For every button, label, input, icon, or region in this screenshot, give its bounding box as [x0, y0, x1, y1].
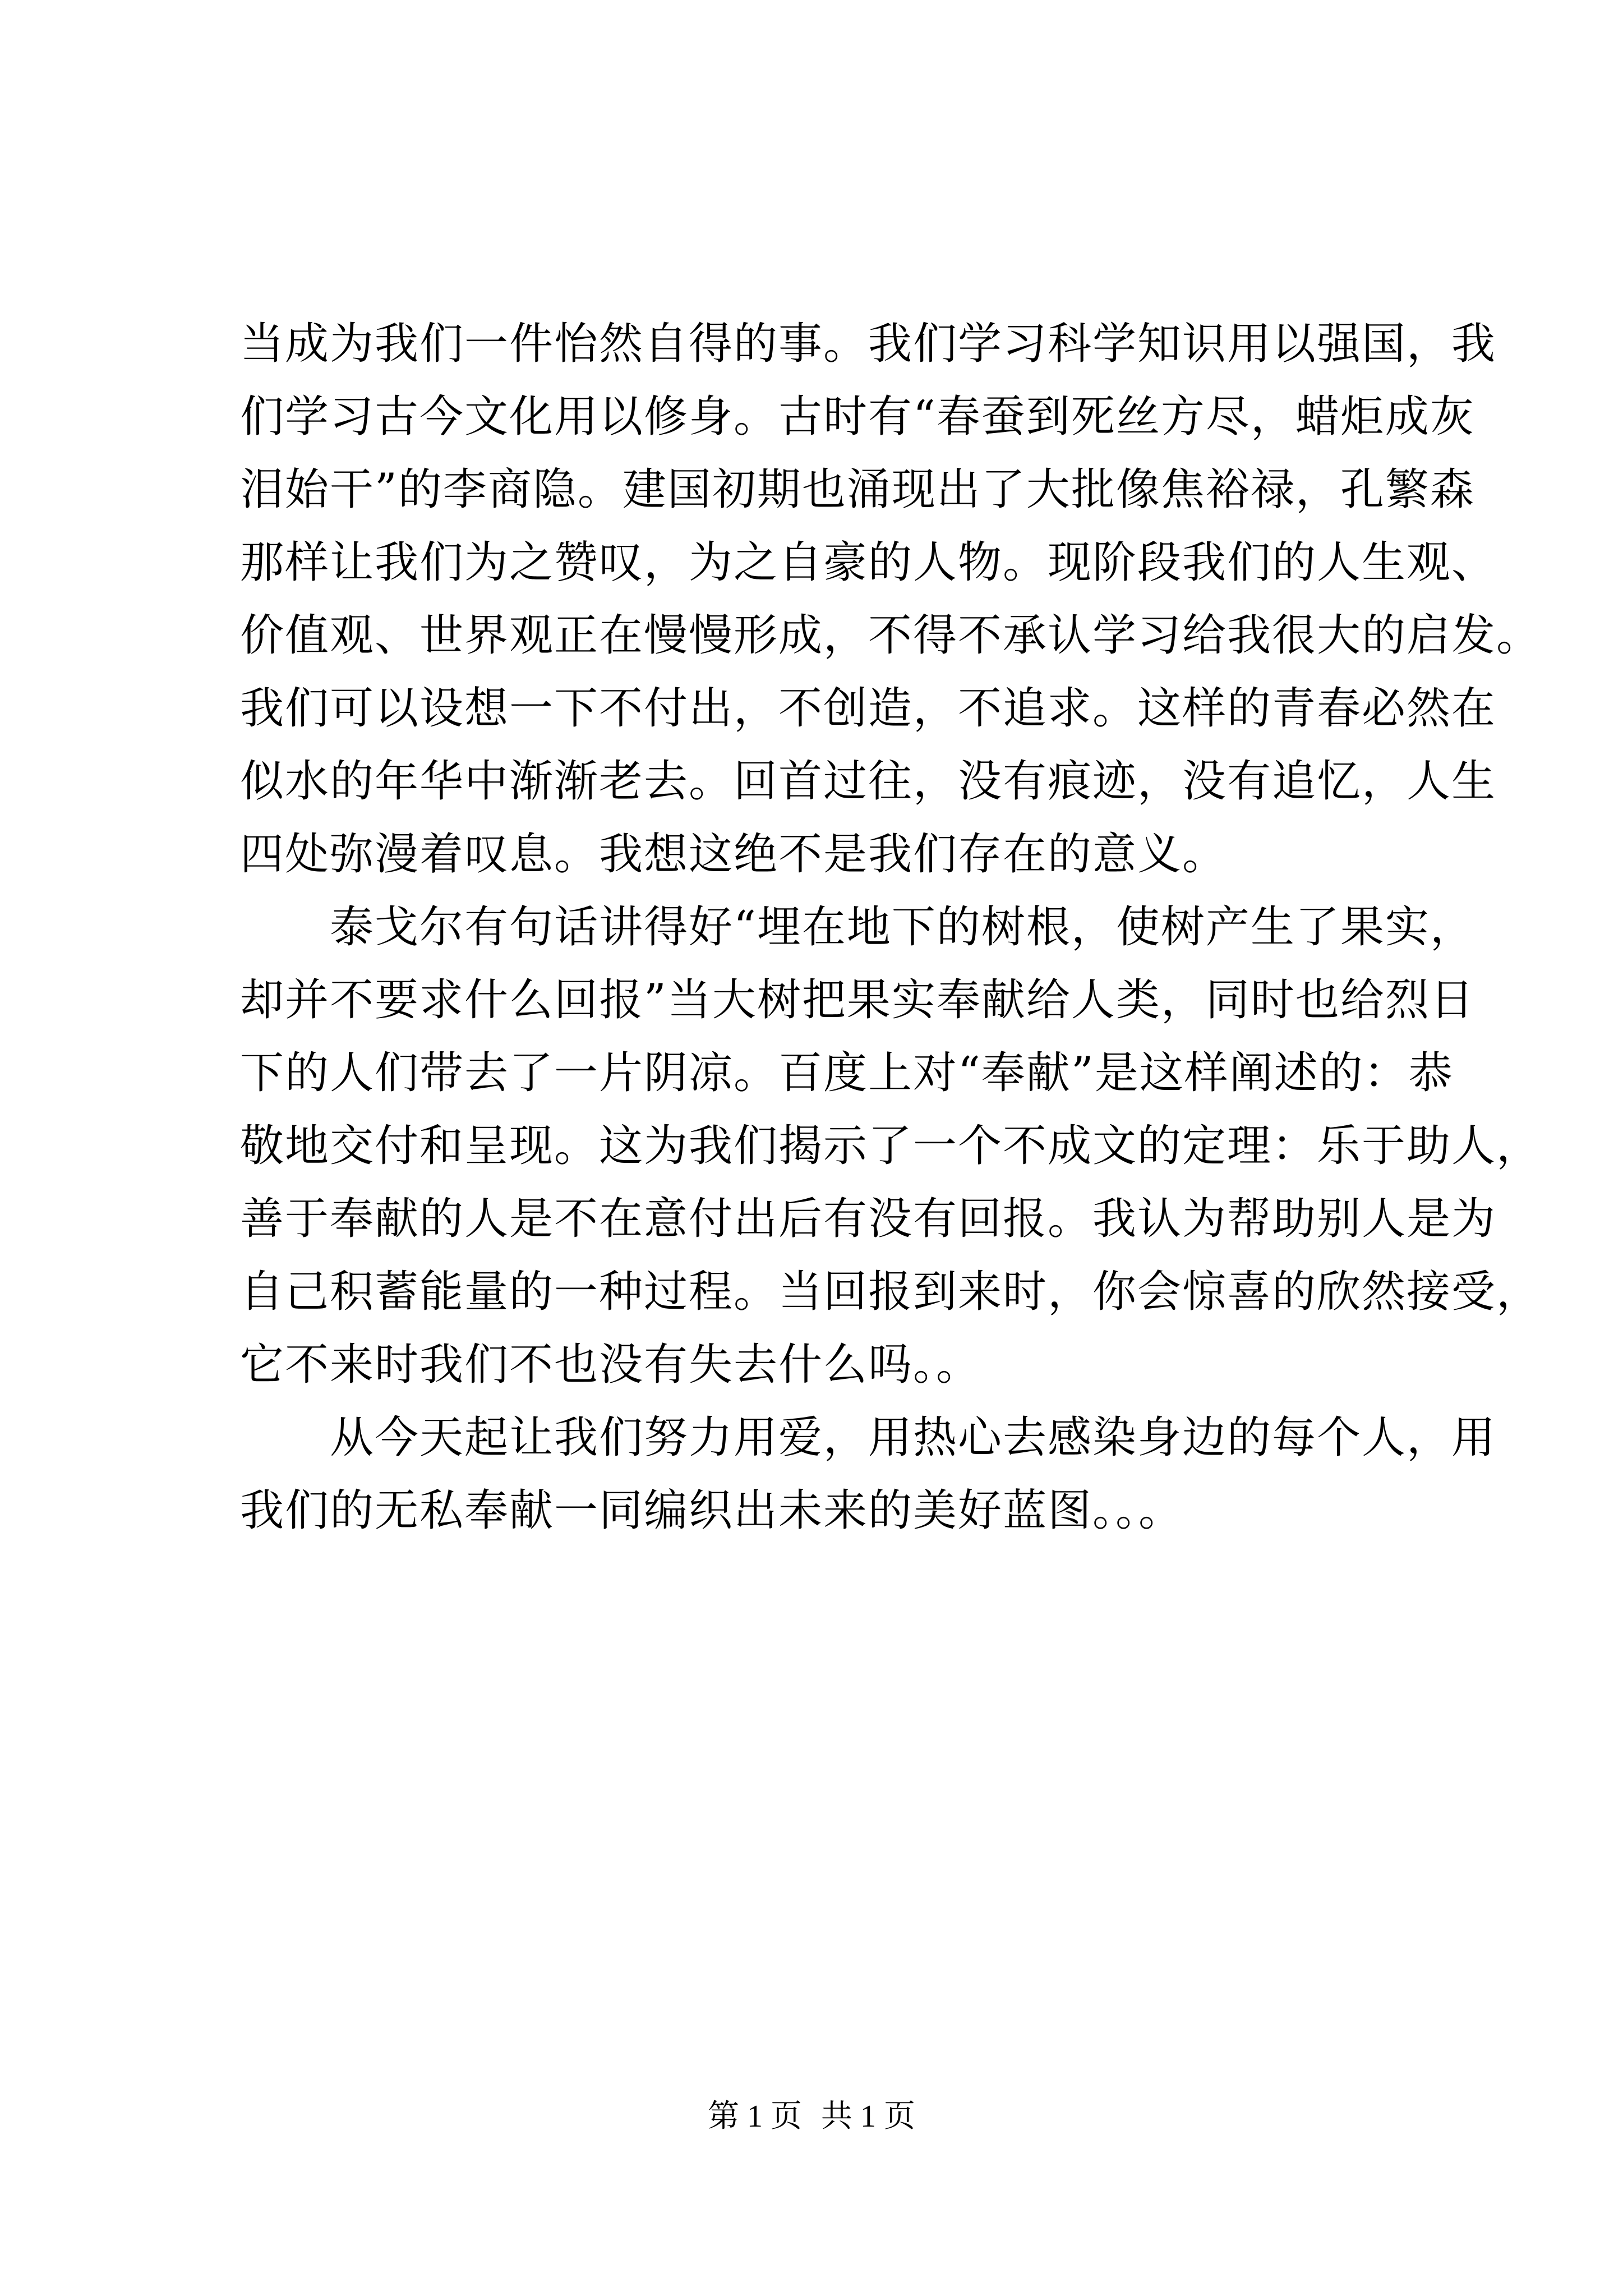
- text-line: 们学习古今文化用以修身。古时有“春蚕到死丝方尽，蜡炬成灰: [240, 392, 1475, 442]
- page-total: 共 1 页: [821, 2099, 915, 2134]
- text-line: 泰戈尔有句话讲得好“埋在地下的树根，使树产生了果实，: [330, 902, 1475, 953]
- text-line: 却并不要求什么回报”当大树把果实奉献给人类，同时也给烈日: [240, 975, 1475, 1025]
- text-line: 当成为我们一件怡然自得的事。我们学习科学知识用以强国，我: [240, 319, 1497, 369]
- text-line: 善于奉献的人是不在意付出后有没有回报。我认为帮助别人是为: [240, 1194, 1497, 1244]
- text-line: 那样让我们为之赞叹，为之自豪的人物。现阶段我们的人生观、: [240, 537, 1497, 588]
- page-footer: [0, 2097, 1623, 2136]
- text-line: 价值观、世界观正在慢慢形成，不得不承认学习给我很大的启发。: [240, 610, 1542, 661]
- paragraph-3: [240, 1401, 1497, 1547]
- text-line: 下的人们带去了一片阴凉。百度上对“奉献”是这样阐述的：恭: [240, 1048, 1454, 1098]
- text-line: 泪始干”的李商隐。建国初期也涌现出了大批像焦裕禄，孔繁森: [240, 464, 1475, 515]
- text-line: 我们可以设想一下不付出，不创造，不追求。这样的青春必然在: [240, 683, 1497, 734]
- text-line: 它不来时我们不也没有失去什么吗。。: [240, 1340, 981, 1390]
- text-line: 自己积蓄能量的一种过程。当回报到来时，你会惊喜的欣然接受，: [240, 1267, 1542, 1317]
- text-line: 从今天起让我们努力用爱，用热心去感染身边的每个人，用: [330, 1412, 1497, 1463]
- text-line: 敬地交付和呈现。这为我们揭示了一个不成文的定理：乐于助人，: [240, 1121, 1542, 1171]
- text-line: 我们的无私奉献一同编织出未来的美好蓝图。。。: [240, 1485, 1184, 1536]
- text-line: 似水的年华中渐渐老去。回首过往，没有痕迹，没有追忆，人生: [240, 756, 1497, 807]
- document-body: [240, 307, 1542, 1547]
- paragraph-2: [240, 891, 1542, 1401]
- paragraph-1: [240, 307, 1542, 891]
- page-number: 第 1 页: [708, 2099, 802, 2134]
- text-line: 四处弥漫着叹息。我想这绝不是我们存在的意义。: [240, 829, 1228, 880]
